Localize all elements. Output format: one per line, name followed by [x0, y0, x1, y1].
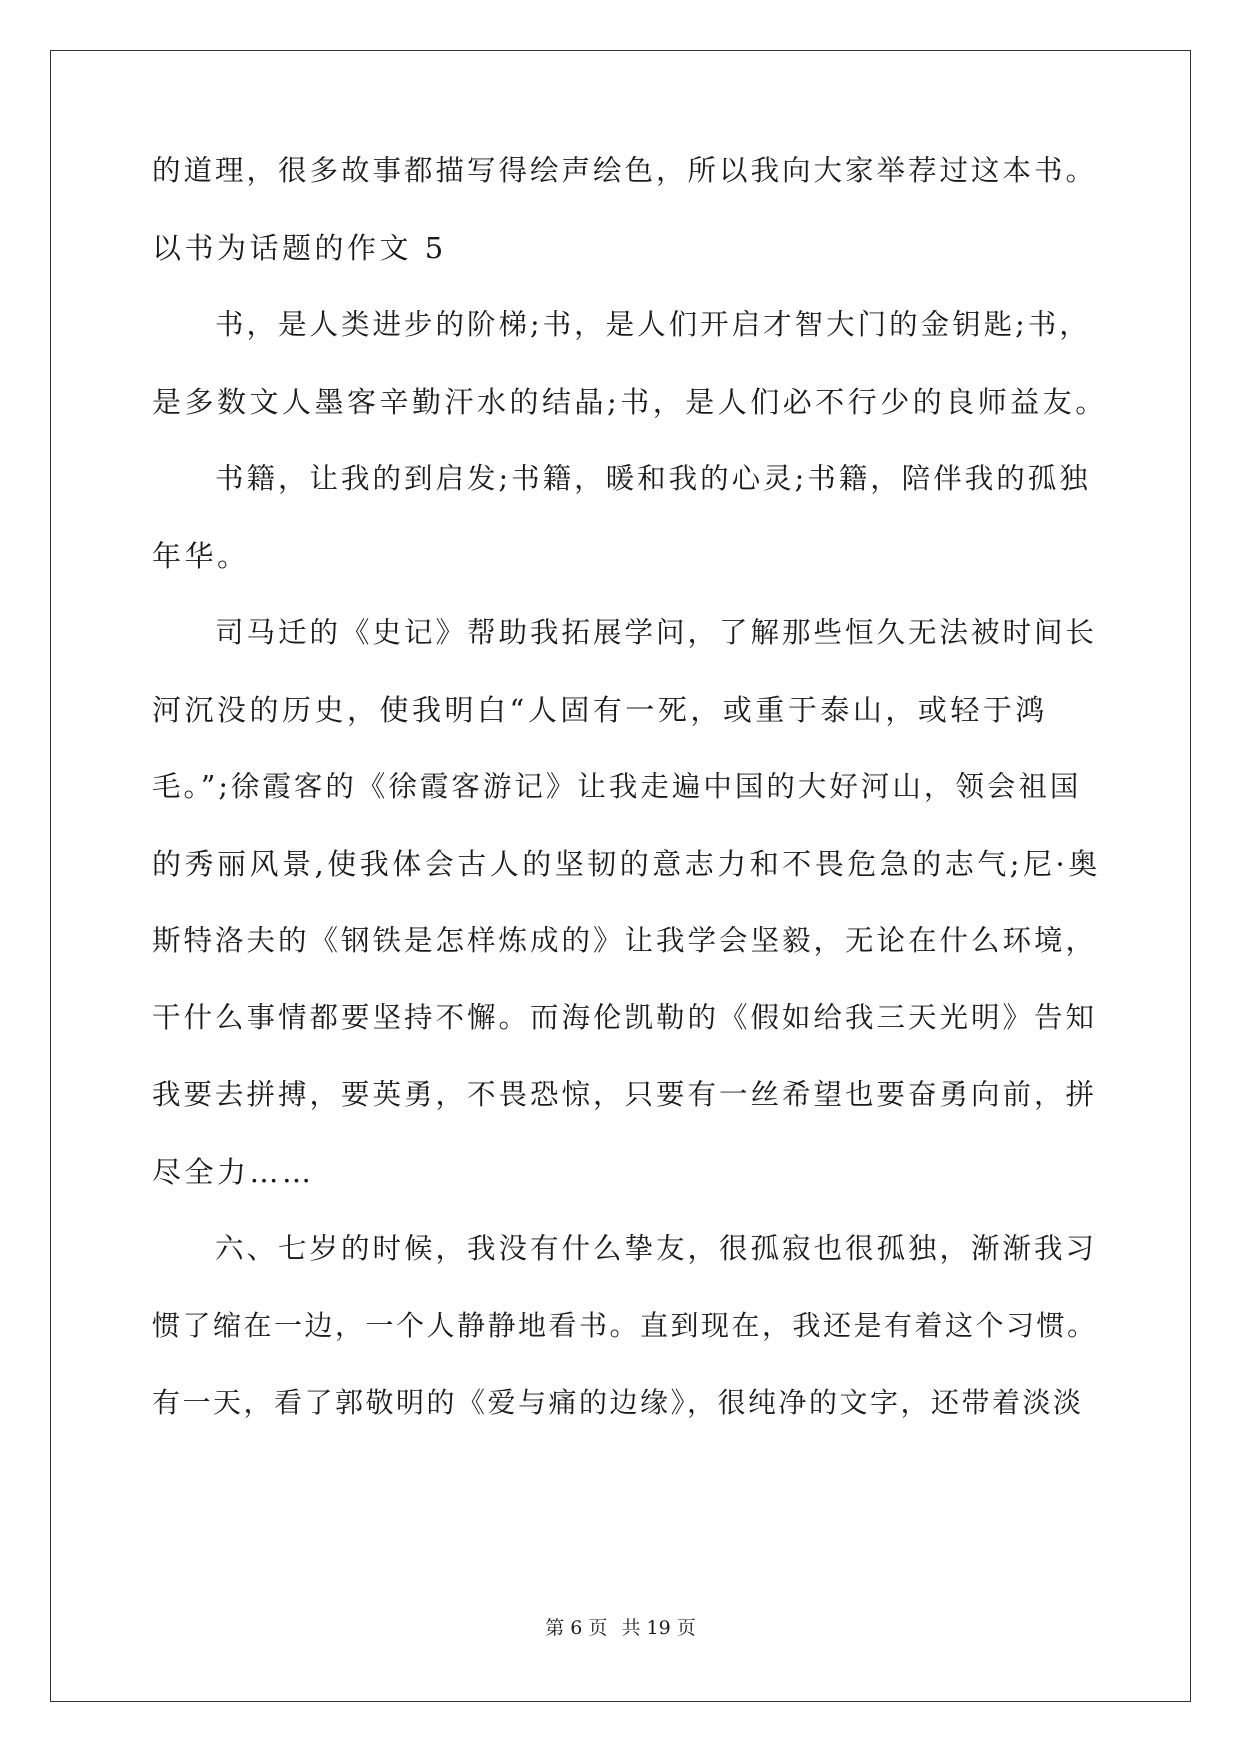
text-line: 有一天，看了郭敬明的《爱与痛的边缘》，很纯净的文字，还带着淡淡	[152, 1386, 1084, 1419]
page-footer	[0, 1616, 1241, 1640]
text-line: 干什么事情都要坚持不懈。而海伦凯勒的《假如给我三天光明》告知	[152, 1001, 1098, 1034]
text-line: 尽全力……	[152, 1155, 315, 1189]
text-line: 的道理，很多故事都描写得绘声绘色，所以我向大家举荐过这本书。	[152, 154, 1098, 187]
text-line: 毛。”;徐霞客的《徐霞客游记》让我走遍中国的大好河山，领会祖国	[152, 770, 1082, 803]
text-line: 书籍，让我的到启发;书籍，暖和我的心灵;书籍，陪伴我的孤独	[152, 462, 1091, 495]
page-total: 共 19 页	[621, 1617, 696, 1639]
text-line: 我要去拼搏，要英勇，不畏恐惊，只要有一丝希望也要奋勇向前，拼	[152, 1078, 1098, 1111]
text-line: 六、七岁的时候，我没有什么挚友，很孤寂也很孤独，渐渐我习	[152, 1232, 1098, 1265]
text-line: 河沉没的历史，使我明白“人固有一死，或重于泰山，或轻于鸿	[152, 693, 1048, 727]
text-line: 司马迁的《史记》帮助我拓展学问，了解那些恒久无法被时间长	[152, 616, 1098, 649]
text-line: 书，是人类进步的阶梯;书，是人们开启才智大门的金钥匙;书，	[152, 308, 1091, 341]
text-line: 惯了缩在一边，一个人静静地看书。直到现在，我还是有着这个习惯。	[152, 1309, 1098, 1342]
text-line: 斯特洛夫的《钢铁是怎样炼成的》让我学会坚毅，无论在什么环境，	[152, 924, 1098, 957]
text-line: 的秀丽风景,使我体会古人的坚韧的意志力和不畏危急的志气;尼·奥	[152, 847, 1101, 881]
page-number: 第 6 页	[545, 1617, 608, 1639]
text-line: 是多数文人墨客辛勤汗水的结晶;书，是人们必不行少的良师益友。	[152, 385, 1108, 419]
section-heading: 以书为话题的作文 5	[152, 231, 447, 265]
text-line: 年华。	[152, 539, 250, 573]
